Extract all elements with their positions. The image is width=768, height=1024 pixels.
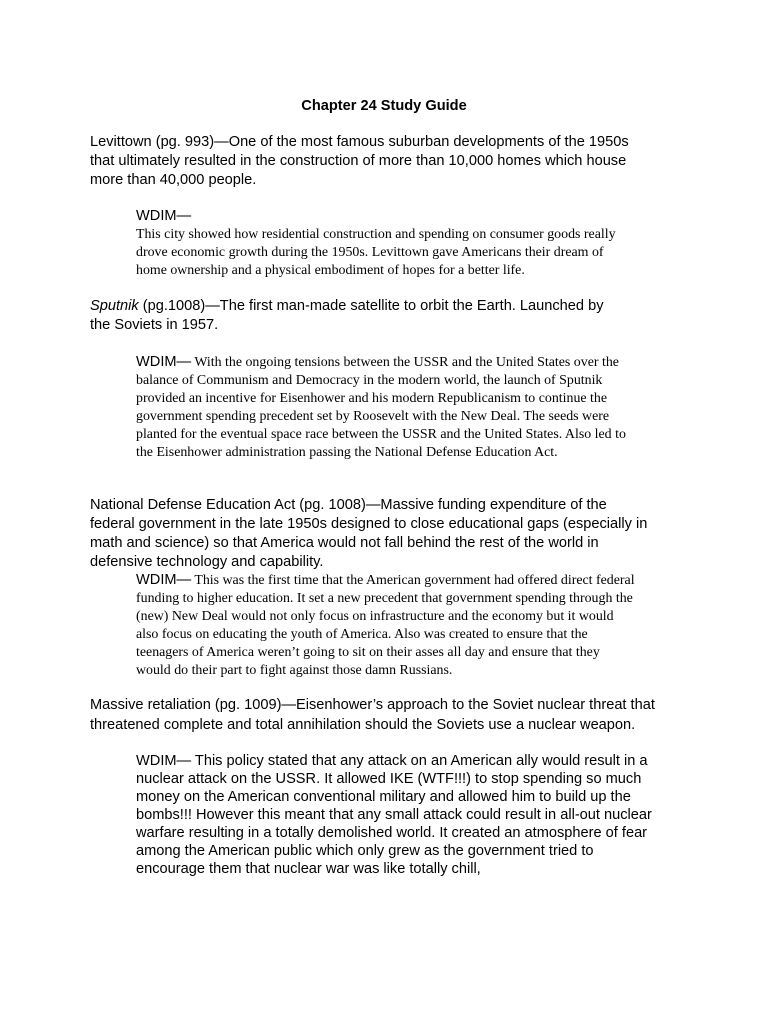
sputnik-wdim-label: WDIM— [136, 354, 192, 370]
massive-retaliation-definition [90, 695, 690, 735]
text-line: the Soviets in 1957. [90, 317, 219, 333]
text-line: balance of Communism and Democracy in the modern world, the launch of Sputnik [136, 373, 603, 388]
text-line [136, 353, 626, 372]
text-line: more than 40,000 people. [90, 172, 257, 188]
text-line: nuclear attack on the USSR. It allowed IKE (WTF!!!) to stop spending so much [136, 771, 642, 787]
sputnik-definition-rest: (pg.1008)—The first man-made satellite to orbit the Earth. Launched by [138, 298, 604, 314]
text-line: defensive technology and capability. [90, 554, 324, 570]
text-line: teenagers of America weren’t going to sit on their asses all day and ensure that they [136, 645, 600, 660]
text-line: math and science) so that America would not fall behind the rest of the world in [90, 535, 599, 551]
text-line: WDIM— This policy stated that any attack on an American ally would result in a [136, 753, 648, 769]
text-line: federal government in the late 1950s designed to close educational gaps (especially in [90, 516, 648, 532]
levittown-definition [90, 133, 690, 190]
text-line: provided an incentive for Eisenhower and his modern Republicanism to continue the [136, 391, 607, 406]
text-line: This city showed how residential construction and spending on consumer goods really [136, 227, 616, 242]
text-line: National Defense Education Act (pg. 1008)—Massive funding expenditure of the [90, 497, 607, 513]
text-line [136, 571, 635, 590]
ndea-wdim-text [136, 571, 635, 680]
ndea-definition [90, 496, 690, 572]
massive-retaliation-wdim-text [136, 752, 652, 878]
text-line: bombs!!! However this meant that any small attack could result in all-out nuclear [136, 807, 652, 823]
text-line: drove economic growth during the 1950s. Levittown gave Americans their dream of [136, 245, 604, 260]
text-line: Massive retaliation (pg. 1009)—Eisenhower’s approach to the Soviet nuclear threat that [90, 697, 655, 713]
text-line: planted for the eventual space race between the USSR and the United States. Also led to [136, 427, 626, 442]
levittown-wdim-text [136, 226, 616, 280]
text-line: home ownership and a physical embodiment of hopes for a better life. [136, 263, 525, 278]
text-line: money on the American conventional military and allowed him to build up the [136, 789, 631, 805]
sputnik-wdim-text [136, 353, 626, 462]
sputnik-wdim-first: With the ongoing tensions between the USSR and the United States over the [191, 355, 619, 370]
sputnik-term: Sputnik [90, 298, 139, 314]
text-line: Levittown (pg. 993)—One of the most famous suburban developments of the 1950s [90, 134, 629, 150]
text-line: would do their part to fight against those damn Russians. [136, 663, 453, 678]
levittown-wdim-label: WDIM— [136, 208, 192, 224]
text-line: (new) New Deal would not only focus on infrastructure and the economy but it would [136, 609, 614, 624]
text-line: that ultimately resulted in the construction of more than 10,000 homes which house [90, 153, 627, 169]
text-line: also focus on educating the youth of America. Also was created to ensure that the [136, 627, 588, 642]
text-line: government spending precedent set by Roosevelt with the New Deal. The seeds were [136, 409, 610, 424]
page-title: Chapter 24 Study Guide [301, 98, 467, 114]
text-line: among the American public which only grew as the government tried to [136, 843, 594, 859]
ndea-wdim-first: This was the first time that the American government had offered direct federal [191, 573, 635, 588]
text-line: threatened complete and total annihilation should the Soviets use a nuclear weapon. [90, 717, 636, 733]
text-line: encourage them that nuclear war was like totally chill, [136, 861, 481, 877]
text-line: warfare resulting in a totally demolished world. It created an atmosphere of fear [136, 825, 648, 841]
text-line [90, 297, 690, 316]
text-line: the Eisenhower administration passing the National Defense Education Act. [136, 445, 558, 460]
text-line: funding to higher education. It set a new precedent that government spending through the [136, 591, 633, 606]
sputnik-definition [90, 297, 690, 335]
ndea-wdim-label: WDIM— [136, 572, 192, 588]
